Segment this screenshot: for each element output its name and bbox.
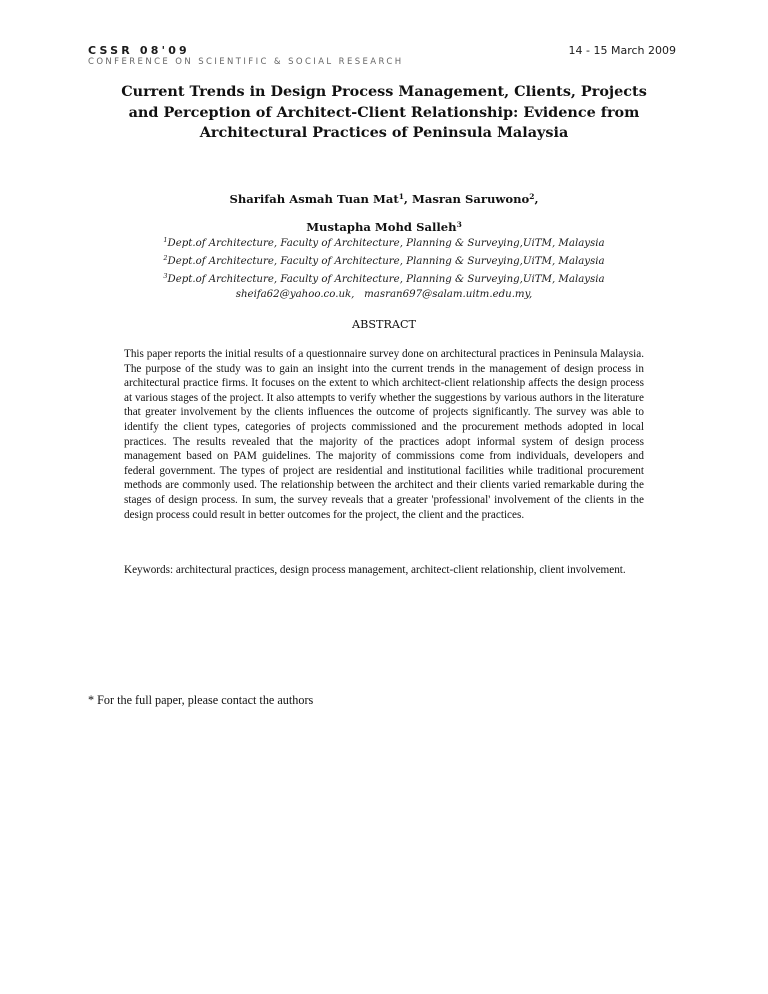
affiliation-list — [110, 233, 658, 302]
conference-name: CONFERENCE ON SCIENTIFIC & SOCIAL RESEARCH — [88, 57, 404, 67]
affiliation-sup: 3 — [163, 272, 168, 280]
title-line-2: and Perception of Architect-Client Relationship: Evidence from — [128, 103, 640, 121]
affiliation-text: Dept.of Architecture, Faculty of Architecture, Planning & Surveying,UiTM, Malaysia — [167, 238, 605, 249]
author-sup: 2 — [529, 192, 535, 201]
author-sup: 3 — [456, 220, 462, 229]
footnote: * For the full paper, please contact the authors — [88, 693, 314, 707]
paper-title — [110, 82, 658, 144]
affiliation-text: Dept.of Architecture, Faculty of Architecture, Planning & Surveying,UiTM, Malaysia — [167, 274, 605, 285]
affiliation-sup: 1 — [163, 236, 168, 244]
author-name: Masran Saruwono — [412, 192, 530, 206]
affiliation-line — [110, 269, 658, 287]
author-sup: 1 — [398, 192, 404, 201]
abstract-heading: ABSTRACT — [352, 318, 416, 331]
title-line-3: Architectural Practices of Peninsula Malaysia — [199, 124, 569, 141]
author-name: Mustapha Mohd Salleh — [306, 220, 457, 234]
author-separator: , — [403, 192, 412, 206]
affiliation-text: Dept.of Architecture, Faculty of Architecture, Planning & Surveying,UiTM, Malaysia — [167, 256, 605, 267]
abstract-body: This paper reports the initial results of a questionnaire survey done on architectural practices in Peninsula Malaysia. The purpose of the study was to gain an insight into the current trends in the management of design process in architectural practice firms. It focuses on the extent to which architect-client relationship affects the design process at various stages of the project. It also attempts to verify whether the suggestions by various authors in the literature that greater involvement by the clients influences the outcome of projects significantly. The survey was able to identify the client types, categories of projects commissioned and the procurement methods adopted in local practices. The results revealed that the majority of the practices adopt informal system of design process management based on PAM guidelines. The majority of commissions come from individuals, developers and federal government. The types of project are residential and institutional facilities while traditional procurement methods are commonly used. The relationship between the architect and their clients varied remarkable during the stages of design process. In sum, the survey reveals that a greater 'professional' involvement of the clients in the design process could result in better outcomes for the project, the client and the practices. — [124, 348, 644, 521]
author-name: Sharifah Asmah Tuan Mat — [229, 192, 399, 206]
author-line-1 — [110, 184, 658, 212]
author-list — [110, 184, 658, 240]
author-emails: sheifa62@yahoo.co.uk, masran697@salam.uitm.edu.my, — [235, 289, 533, 300]
affiliation-line — [110, 233, 658, 251]
affiliation-line — [110, 251, 658, 269]
keywords: Keywords: architectural practices, design process management, architect-client relationship, client involvement. — [124, 564, 626, 576]
title-line-1: Current Trends in Design Process Management, Clients, Projects — [121, 83, 647, 100]
conference-date: 14 - 15 March 2009 — [568, 44, 676, 57]
conference-code: CSSR 08'09 — [88, 44, 190, 57]
affiliation-sup: 2 — [163, 254, 168, 262]
author-separator: , — [534, 192, 539, 206]
